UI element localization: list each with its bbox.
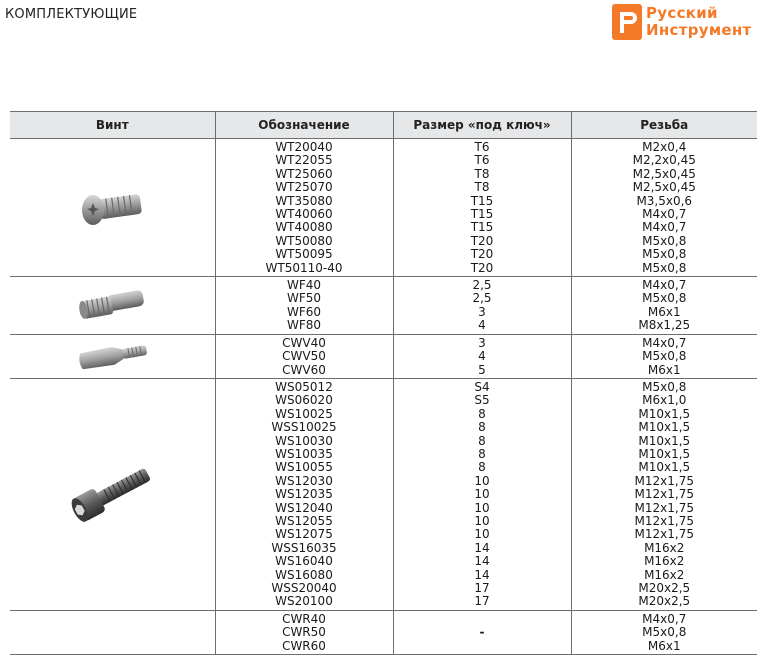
list-item: M2,5x0,45	[632, 166, 696, 181]
list-item: WS20100	[275, 594, 333, 609]
list-item: T20	[470, 260, 494, 275]
table-row-group	[10, 610, 757, 654]
header-oboznachenie: Обозначение	[215, 112, 393, 139]
list-item: WS12055	[275, 513, 333, 528]
list-item: WF50	[286, 291, 322, 306]
list-item: WS10035	[275, 446, 333, 461]
list-item: M3,5x0,6	[636, 193, 693, 208]
list-item: S4	[474, 379, 490, 394]
list-item: M5x0,8	[642, 291, 687, 306]
table-row-group	[10, 334, 757, 378]
list-item: WS05012	[275, 379, 333, 394]
list-item: M12x1,75	[634, 487, 694, 502]
tapered-screw-icon	[73, 338, 151, 374]
list-item: M20x2,5	[638, 594, 691, 609]
list-item: 10	[474, 473, 490, 488]
list-item: WS10030	[275, 433, 333, 448]
list-item: WT25060	[275, 166, 333, 181]
thread-list	[572, 335, 758, 378]
list-item: M16x2	[644, 554, 685, 569]
list-item: WSS20040	[271, 581, 337, 595]
list-item: T6	[474, 153, 490, 168]
torx-screw-icon	[77, 183, 147, 233]
list-item: 5	[478, 362, 486, 377]
list-item: M10x1,5	[638, 420, 691, 435]
list-item: WT35080	[275, 193, 333, 208]
list-item: 17	[474, 594, 490, 609]
list-item: T8	[474, 166, 490, 181]
list-item: 14	[474, 567, 490, 582]
list-item: WS16040	[275, 554, 333, 569]
list-item: M12x1,75	[634, 473, 694, 488]
list-item: WSS10025	[271, 420, 337, 435]
list-item: M8x1,25	[638, 318, 691, 333]
list-item: T20	[470, 233, 494, 248]
list-item: 3	[478, 304, 486, 319]
list-item: WF60	[286, 304, 322, 319]
logo-line1: Русский	[646, 4, 718, 22]
list-item: M5x0,8	[642, 349, 687, 364]
header-razmer: Размер «под ключ»	[393, 112, 571, 139]
list-item: M10x1,5	[638, 433, 691, 448]
table-row-group	[10, 378, 757, 610]
list-item: M2,2x0,45	[632, 153, 696, 168]
list-item: WSS16035	[271, 540, 337, 555]
list-item: T15	[470, 207, 494, 222]
list-item: WS06020	[275, 393, 333, 408]
list-item: M5x0,8	[642, 260, 687, 275]
key-list	[394, 139, 571, 276]
list-item: M6x1	[647, 362, 681, 377]
list-item: M12x1,75	[634, 513, 694, 528]
header-rezba: Резьба	[571, 112, 757, 139]
list-item: WT40080	[275, 220, 333, 235]
list-item: M16x2	[644, 540, 685, 555]
list-item: WS16080	[275, 567, 333, 582]
table-row-group	[10, 139, 757, 277]
list-item: WS12040	[275, 500, 333, 515]
list-item: M10x1,5	[638, 406, 691, 421]
list-item: 3	[478, 335, 486, 350]
list-item: 2,5	[472, 278, 492, 293]
list-item: M10x1,5	[638, 460, 691, 475]
list-item: 4	[478, 318, 486, 333]
logo-line2: Инструмент	[646, 21, 752, 39]
list-item: WS10055	[275, 460, 333, 475]
list-item: M4x0,7	[642, 220, 687, 235]
list-item: 17	[474, 581, 490, 595]
list-item: WT20040	[275, 140, 333, 154]
list-item: T20	[470, 247, 494, 262]
list-item: M6x1	[647, 304, 681, 319]
list-item: WS12030	[275, 473, 333, 488]
list-item: M12x1,75	[634, 500, 694, 515]
list-item: M4x0,7	[642, 278, 687, 293]
set-screw-pin-icon	[74, 283, 150, 327]
list-item: WS12035	[275, 487, 333, 502]
list-item: M16x2	[644, 567, 685, 582]
list-item: 8	[478, 460, 486, 475]
list-item: 8	[478, 433, 486, 448]
page-title: КОМПЛЕКТУЮЩИЕ	[5, 7, 138, 22]
key-merged-cell: -	[393, 610, 571, 654]
list-item: S5	[474, 393, 490, 408]
list-item: 10	[474, 500, 490, 515]
list-item: CWR50	[282, 625, 326, 640]
list-item: 14	[474, 540, 490, 555]
list-item: M2,5x0,45	[632, 180, 696, 195]
list-item: M4x0,7	[642, 611, 687, 626]
list-item: M10x1,5	[638, 446, 691, 461]
header-vint: Винт	[10, 112, 215, 139]
screw-image-cell	[10, 610, 215, 654]
list-item: 8	[478, 406, 486, 421]
list-item: WT50095	[275, 247, 333, 262]
key-list	[394, 277, 571, 334]
list-item: 10	[474, 487, 490, 502]
thread-list	[572, 379, 758, 610]
list-item: 4	[478, 349, 486, 364]
list-item: WF40	[286, 278, 322, 293]
logo-mark-icon	[612, 4, 642, 40]
thread-list	[572, 139, 758, 276]
list-item: M4x0,7	[642, 207, 687, 222]
list-item: T8	[474, 180, 490, 195]
screw-image-cell	[10, 277, 215, 335]
key-list	[394, 335, 571, 378]
key-list	[394, 379, 571, 610]
list-item: M5x0,8	[642, 247, 687, 262]
list-item: WS12075	[275, 527, 333, 542]
list-item: WT50110-40	[265, 260, 343, 275]
list-item: CWV50	[282, 349, 326, 364]
accessories-table	[10, 111, 757, 655]
screw-image-cell	[10, 139, 215, 277]
list-item: CWR60	[282, 638, 326, 653]
table-header-row	[10, 112, 757, 139]
list-item: WT50080	[275, 233, 333, 248]
thread-list	[572, 611, 758, 654]
list-item: 8	[478, 446, 486, 461]
code-list	[216, 379, 393, 610]
list-item: WF80	[286, 318, 322, 333]
screw-image-cell	[10, 378, 215, 610]
list-item: T15	[470, 193, 494, 208]
list-item: M20x2,5	[638, 581, 691, 595]
code-list	[216, 611, 393, 654]
list-item: M5x0,8	[642, 379, 687, 394]
screw-image-cell	[10, 334, 215, 378]
list-item: M6x1,0	[642, 393, 687, 408]
list-item: M4x0,7	[642, 335, 687, 350]
list-item: M5x0,8	[642, 233, 687, 248]
list-item: 2,5	[472, 291, 492, 306]
list-item: M6x1	[647, 638, 681, 653]
list-item: T15	[470, 220, 494, 235]
socket-head-screw-icon	[67, 464, 157, 524]
brand-logo	[612, 3, 752, 41]
list-item: WT22055	[275, 153, 333, 168]
table-row-group	[10, 277, 757, 335]
list-item: CWR40	[282, 611, 326, 626]
list-item: M12x1,75	[634, 527, 694, 542]
code-list	[216, 335, 393, 378]
list-item: WT25070	[275, 180, 333, 195]
list-item: 10	[474, 527, 490, 542]
thread-list	[572, 277, 758, 334]
list-item: CWV60	[282, 362, 326, 377]
list-item: WS10025	[275, 406, 333, 421]
list-item: WT40060	[275, 207, 333, 222]
list-item: M2x0,4	[642, 140, 687, 154]
list-item: M5x0,8	[642, 625, 687, 640]
list-item: 10	[474, 513, 490, 528]
list-item: CWV40	[282, 335, 326, 350]
code-list	[216, 277, 393, 334]
list-item: T6	[474, 140, 490, 154]
list-item: 14	[474, 554, 490, 569]
list-item: 8	[478, 420, 486, 435]
code-list	[216, 139, 393, 276]
